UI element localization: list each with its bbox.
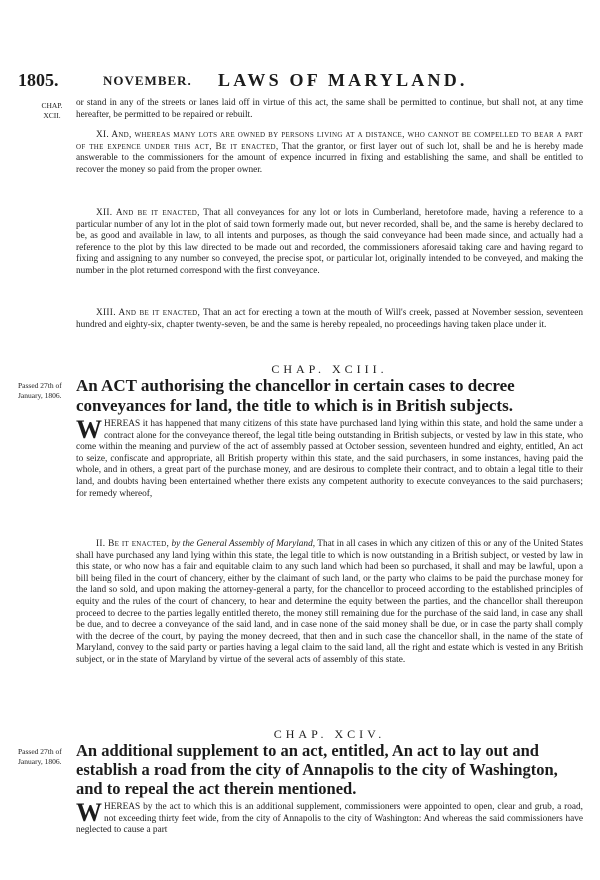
section-ii-text <box>76 539 583 667</box>
running-head-title: LAWS OF MARYLAND. <box>218 70 468 90</box>
running-head-month: NOVEMBER. <box>103 73 192 88</box>
section-xi-body: That the grantor, or first layer out of such lot, shall be and he is hereby made answerable to the commissioners for the amount of expence incurred in fixing and establishing the same, and shall be entitled to recover the money so paid from the proper owner. <box>76 141 583 175</box>
section-xii <box>76 208 583 278</box>
section-ii-body: That in all cases in which any citizen of this or any of the United States shall have purchased any land lying within this state, the legal title to which is now outstanding in a British subject, or vested by law in this state, or who now has a fair and equitable claim to any such land which had been so purchased, it shall and may be lawful, upon a bill being filed in the court of chancery, either by the claimant of such land, or the party who claims to be paid the purchase money for the land so sold, and upon making the attorney-general a party, for the chancellor to proceed according to the established principles of equity and the rules of the court of chancery, to hear and determine the equity between the parties, and the chancellor shall thereupon proceed to decree to the parties legally entitled thereto, the money still remaining due for the purchase of the said land, in case any shall be due, and to decree a conveyance of the said land, and in case none of the said money shall be due, or in case the party shall comply with the decree of the court, by paying the money decreed, that then and in such case the chancellor shall, in the name of the state of Maryland, convey to the said party or parties having a legal claim to the said land, all the right and estate which is vested in any British subject, or in the state of Maryland by virtue of the several acts of assembly of this state. <box>76 539 584 665</box>
chapter-heading-xciv: CHAP. XCIV. <box>273 727 386 741</box>
section-xi <box>76 130 583 176</box>
preamble-xciv-body: HEREAS by the act to which this is an additional supplement, commissioners were appointed to open, clear and grub, a road, not exceeding thirty feet wide, from the city of Annapolis to the city of Washington: And whereas the said commissioners have neglected to cause a part <box>76 802 583 836</box>
section-xi-text <box>76 130 583 176</box>
paragraph-continuation <box>76 98 583 121</box>
margin-note-chap-label: CHAP. <box>41 101 63 110</box>
act-title-xciii: An ACT authorising the chancellor in certain cases to decree conveyances for land, the title to which is in British subjects. <box>76 376 515 415</box>
section-xii-text <box>76 208 583 278</box>
section-ii-xciii <box>76 539 583 667</box>
margin-note-passed-xciv-line2: January, 1806. <box>18 757 62 766</box>
act-title-xciv: An additional supplement to an act, entitled, An act to lay out and establish a road from the city of Annapolis to the city of Washington, and to repeal the act therein mentioned. <box>76 741 558 798</box>
section-xiii-text <box>76 308 583 331</box>
section-xiii <box>76 308 583 331</box>
section-xi-lead: XI. And, whereas many lots are owned by persons living at a distance, who cannot be compelled to bear a part of the expence under this act, Be it enacted, <box>76 130 583 152</box>
margin-note-passed-xciv-line1: Passed 27th of <box>18 747 62 756</box>
preamble-xciii-body: HEREAS it has happened that many citizens of this state have purchased land lying within this state, and hold the same under a contract alone for the conveyance thereof, the legal title being outstanding in British subjects, or vested by law in this state, who come within the meaning and purview of the act of assembly passed at October session, seventeen hundred and eighty, entitled, An act to seize, confiscate and appropriate, all British property within this state, and the said purchasers, in some instances, having paid the whole, and in others, a great part of the purchase money, and are desirous to complete their contract, and to obtain a legal title to their land, and doubts having been entertained whether there exists any competent authority to execute conveyances to the said purchasers; for remedy whereof, <box>76 419 583 499</box>
section-ii-authority: by the General Assembly of Maryland, <box>171 539 316 549</box>
chapter-heading-xciii: CHAP. XCIII. <box>271 362 388 376</box>
preamble-xciii <box>76 415 583 500</box>
running-head-year: 1805. <box>18 70 59 90</box>
margin-note-passed-line2: January, 1806. <box>18 391 62 400</box>
preamble-xciv <box>76 798 583 837</box>
margin-note-chap-number: XCII. <box>43 111 61 120</box>
section-xiii-body: That an act for erecting a town at the mouth of Will's creek, passed at November session, seventeen hundred and eighty-six, chapter twenty-seven, be and the same is hereby repealed, no proceedings having taken place under it. <box>76 308 584 330</box>
margin-note-passed-line1: Passed 27th of <box>18 381 62 390</box>
running-head <box>18 70 590 92</box>
paragraph-text: or stand in any of the streets or lanes laid off in virtue of this act, the same shall be permitted to continue, but shall not, at any time hereafter, be permitted to be repaired or rebuilt. <box>76 98 583 120</box>
dropcap-w: W <box>76 415 102 444</box>
preamble-xciv-text <box>76 798 583 837</box>
preamble-xciii-text <box>76 415 583 500</box>
section-xii-lead: XII. And be it enacted, <box>96 208 200 218</box>
section-xii-body: That all conveyances for any lot or lots in Cumberland, heretofore made, having a reference to a particular number of any lot in the plot of said town formerly made out, but never recorded, shall be, and the same is hereby declared to be, as good and available in law, to all intents and purposes, as though the said conveyance had been made since, and actually had a reference to the plot by this law directed to be made out and recorded, the commissioners aforesaid taking care and having regard to fixing and assigning to any number so conveyed, the precise spot, or particular lot, originally intended to be conveyed, and making the number in the plot returned correspond with the first conveyance. <box>76 208 583 276</box>
section-xiii-lead: XIII. And be it enacted, <box>96 308 201 318</box>
section-ii-lead: II. Be it enacted, <box>96 539 170 549</box>
dropcap-w2: W <box>76 798 102 827</box>
